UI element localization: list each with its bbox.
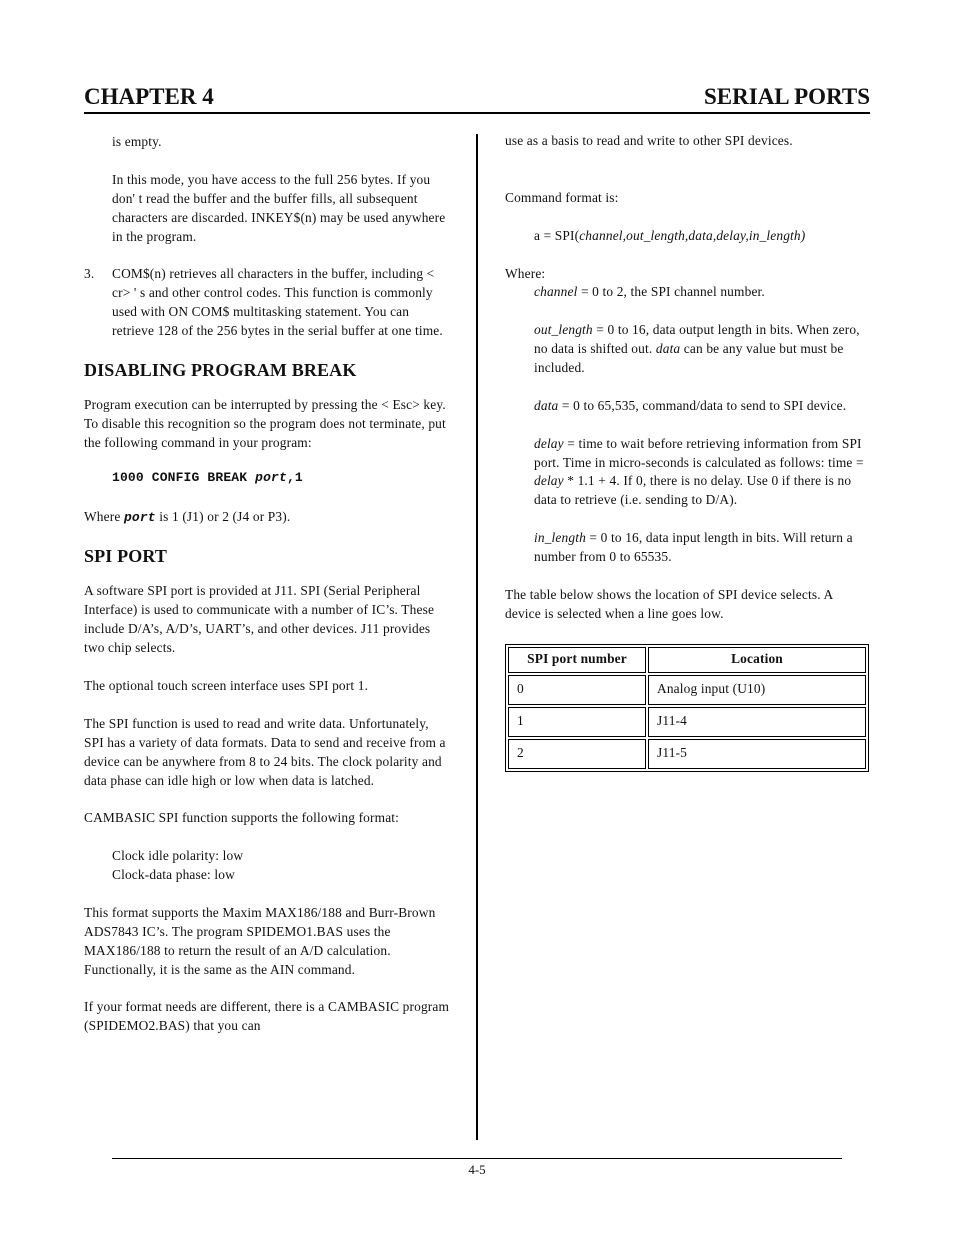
paragraph-empty: is empty. — [112, 134, 162, 149]
list-item-3 — [84, 265, 452, 341]
param-name: delay — [534, 435, 564, 451]
code-suffix: ,1 — [286, 469, 303, 485]
heading-disabling-break: DISABLING PROGRAM BREAK — [84, 359, 357, 380]
table-cell: J11-4 — [648, 707, 866, 737]
table-cell: 0 — [508, 675, 646, 705]
code-port: port — [255, 469, 287, 485]
table-header-row — [508, 647, 866, 673]
spi-select-table — [505, 644, 869, 772]
param-desc: = 0 to 16, data output length in bits. When zero, no data is shifted out. — [534, 322, 860, 357]
footer-divider — [112, 1158, 842, 1159]
paragraph-touch-screen: The optional touch screen interface uses SPI port 1. — [84, 677, 369, 693]
param-ref: delay — [534, 473, 564, 489]
right-column — [505, 132, 869, 772]
paragraph-different-format: If your format needs are different, there is a CAMBASIC program (SPIDEMO2.BAS) that you can — [84, 999, 450, 1034]
table-row — [508, 739, 866, 769]
param-name: channel — [534, 284, 578, 300]
param-name: in_length — [534, 530, 586, 546]
param-name: out_length — [534, 322, 593, 338]
code-prefix: 1000 CONFIG BREAK — [112, 469, 256, 485]
paragraph-maxim: This format supports the Maxim MAX186/188 and Burr-Brown ADS7843 IC’s. The program SPIDEMO1.BAS uses the MAX186/188 to return the result of an A/D calculation. Functionally, it is the same as the AIN command. — [84, 904, 436, 977]
table-cell: J11-5 — [648, 739, 866, 769]
paragraph-cambasic-format: CAMBASIC SPI function supports the following format: — [84, 810, 400, 826]
param-channel — [505, 283, 869, 302]
table-header: SPI port number — [508, 647, 646, 673]
paragraph-mode: In this mode, you have access to the full 256 bytes. If you don' t read the buffer and the buffer fills, all subsequent characters are discarded. INKEY$(n) may be used anywhere in the program. — [112, 171, 446, 244]
chapter-heading: CHAPTER 4 — [84, 84, 214, 109]
paragraph-break: Program execution can be interrupted by pressing the < Esc> key. To disable this recognition so the program does not terminate, put the following command in your program: — [84, 396, 446, 450]
table-row — [508, 675, 866, 705]
header-divider — [84, 112, 870, 114]
where-suffix: is 1 (J1) or 2 (J4 or P3). — [155, 508, 291, 524]
where-label: Where: — [505, 265, 546, 281]
command-prefix: a = SPI( — [534, 227, 580, 243]
param-desc: * 1.1 + 4. If 0, there is no delay. Use 0 if there is no data to retrieve (i.e. sending to D/A). — [534, 473, 852, 508]
command-args: channel,out_length,data,delay,in_length) — [579, 227, 806, 243]
paragraph-where-port — [84, 508, 452, 528]
param-delay — [505, 435, 869, 511]
table-header: Location — [648, 647, 866, 673]
heading-spi-port: SPI PORT — [84, 546, 168, 567]
param-in-length — [505, 529, 869, 567]
param-out-length — [505, 321, 869, 378]
param-desc: = 0 to 16, data input length in bits. Will return a number from 0 to 65535. — [534, 530, 853, 565]
page-number: 4-5 — [468, 1162, 486, 1177]
list-number: 3. — [84, 266, 95, 282]
left-column — [84, 133, 452, 1036]
paragraph-table-intro: The table below shows the location of SPI device selects. A device is selected when a line goes low. — [505, 586, 833, 621]
param-ref: data — [655, 341, 681, 357]
param-data — [505, 397, 869, 416]
paragraph-continued: use as a basis to read and write to other SPI devices. — [505, 133, 793, 148]
param-name: data — [534, 397, 559, 413]
table-row — [508, 707, 866, 737]
paragraph-spi-intro: A software SPI port is provided at J11. SPI (Serial Peripheral Interface) is used to communicate with a number of IC’s. These include D/A’s, A/D’s, UART’s, and other devices. J11 provides two chip selects. — [84, 583, 435, 656]
table-cell: 1 — [508, 707, 646, 737]
command-syntax — [505, 227, 869, 246]
list-text: COM$(n) retrieves all characters in the buffer, including < cr> ' s and other control codes. This function is commonly used with ON COM$ multitasking statement. You can retrieve 128 of the 256 bytes in the serial buffer at one time. — [112, 266, 443, 339]
paragraph-spi-function: The SPI function is used to read and write data. Unfortunately, SPI has a variety of data formats. Data to send and receive from a device can be anywhere from 8 to 24 bits. The clock polarity and data phase can idle high or low when data is latched. — [84, 715, 446, 788]
column-divider — [476, 134, 478, 1140]
where-port: port — [123, 509, 156, 525]
paragraph-command-format: Command format is: — [505, 189, 619, 205]
param-desc: can be any value but must be included. — [534, 341, 844, 376]
where-prefix: Where — [84, 508, 124, 524]
format-clock-idle: Clock idle polarity: low — [112, 848, 244, 864]
param-desc: = 0 to 65,535, command/data to send to SPI device. — [558, 397, 847, 413]
param-desc: = 0 to 2, the SPI channel number. — [577, 284, 765, 300]
table-cell: 2 — [508, 739, 646, 769]
table-cell: Analog input (U10) — [648, 675, 866, 705]
section-heading: SERIAL PORTS — [704, 84, 870, 109]
param-desc: = time to wait before retrieving information from SPI port. Time in micro-seconds is calculated as follows: time = — [534, 435, 864, 470]
code-config-break — [84, 469, 452, 488]
format-clock-phase: Clock-data phase: low — [112, 867, 235, 882]
